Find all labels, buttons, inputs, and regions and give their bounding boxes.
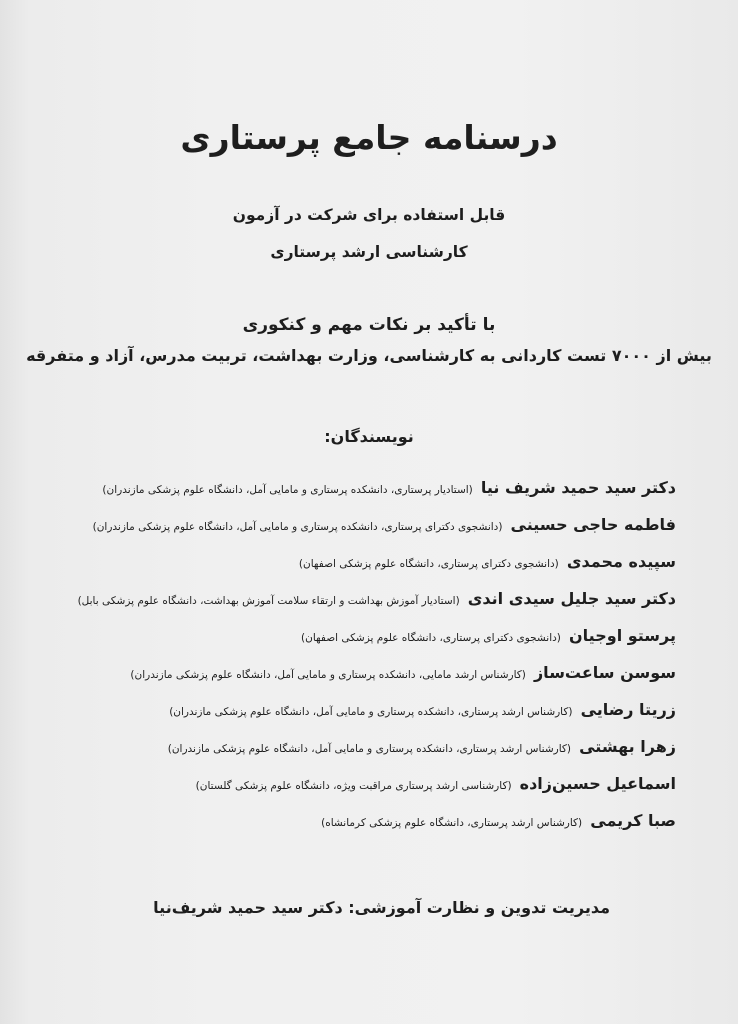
author-affiliation: (کارشناسی ارشد پرستاری مراقبت ویژه، دانشگاه علوم پزشکی گلستان) — [195, 780, 512, 792]
authors-heading: نویسندگان: — [324, 427, 414, 446]
author-item — [76, 698, 676, 735]
author-name: زریتا رضایی — [580, 700, 676, 719]
author-affiliation: (کارشناس ارشد پرستاری، دانشکده پرستاری و مامایی آمل، دانشگاه علوم پزشکی مازندران) — [169, 706, 573, 718]
author-item — [76, 587, 676, 624]
author-name: سوسن ساعت‌ساز — [533, 663, 676, 682]
author-affiliation: (کارشناس ارشد پرستاری، دانشکده پرستاری و مامایی آمل، دانشگاه علوم پزشکی مازندران) — [167, 743, 572, 755]
author-affiliation: (کارشناس ارشد پرستاری، دانشگاه علوم پزشکی کرمانشاه) — [321, 817, 583, 829]
author-name: اسماعیل حسین‌زاده — [519, 774, 676, 793]
subtitle-line-1: قابل استفاده برای شرکت در آزمون — [232, 206, 506, 224]
author-name: صبا کریمی — [590, 811, 676, 830]
author-item — [76, 513, 676, 550]
author-item — [76, 809, 676, 846]
author-affiliation: (دانشجوی دکترای پرستاری، دانشکده پرستاری و مامایی آمل، دانشگاه علوم پزشکی مازندران) — [92, 521, 503, 533]
author-name: پرستو اوجیان — [569, 626, 676, 645]
author-item — [76, 476, 676, 513]
management-credit: مدیریت تدوین و نظارت آموزشی: دکتر سید حمید شریف‌نیا — [153, 898, 610, 917]
author-item — [76, 661, 676, 698]
authors-list — [76, 476, 676, 846]
author-item — [76, 772, 676, 809]
author-item — [76, 735, 676, 772]
author-affiliation: (استادیار آموزش بهداشت و ارتقاء سلامت آموزش بهداشت، دانشگاه علوم پزشکی بابل) — [77, 595, 460, 607]
author-name: دکتر سید جلیل سیدی اندی — [467, 589, 676, 608]
author-affiliation: (دانشجوی دکترای پرستاری، دانشگاه علوم پزشکی اصفهان) — [301, 632, 561, 644]
author-item — [76, 624, 676, 661]
subtitle-line-2: کارشناسی ارشد پرستاری — [270, 243, 468, 261]
emphasis-line-2: بیش از ۷۰۰۰ تست کاردانی به کارشناسی، وزارت بهداشت، تربیت مدرس، آزاد و متفرقه — [26, 346, 712, 365]
author-affiliation: (دانشجوی دکترای پرستاری، دانشگاه علوم پزشکی اصفهان) — [298, 558, 559, 570]
emphasis-line-1: با تأکید بر نکات مهم و کنکوری — [242, 315, 496, 335]
author-affiliation: (استادیار پرستاری، دانشکده پرستاری و مامایی آمل، دانشگاه علوم پزشکی مازندران) — [102, 484, 473, 496]
author-name: فاطمه حاجی حسینی — [510, 515, 676, 534]
author-item — [76, 550, 676, 587]
author-name: سپیده محمدی — [566, 552, 676, 571]
author-name: دکتر سید حمید شریف نیا — [480, 478, 676, 497]
document-title: درسنامه جامع پرستاری — [180, 118, 558, 157]
author-name: زهرا بهشتی — [579, 737, 676, 756]
author-affiliation: (کارشناس ارشد مامایی، دانشکده پرستاری و مامایی آمل، دانشگاه علوم پزشکی مازندران) — [130, 669, 526, 681]
